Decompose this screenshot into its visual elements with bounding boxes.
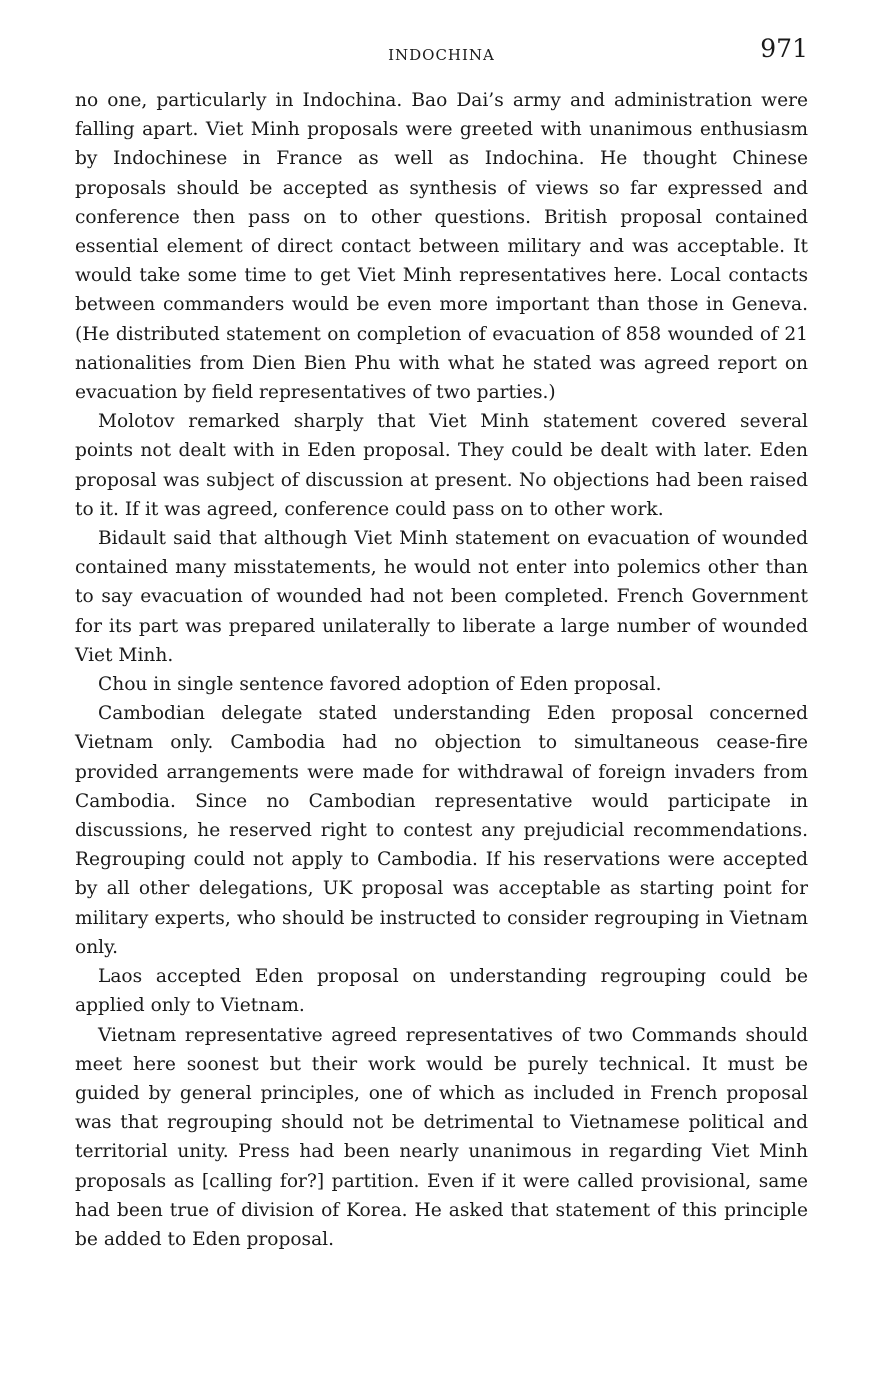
paragraph-molotov: Molotov remarked sharply that Viet Minh statement covered several points not dealt with in Eden proposal. They could be dealt with later. Eden proposal was subject of discussion at present. No objections had been raised to it. If it was agreed, conference could pass on to other work. xyxy=(75,411,808,520)
document-body xyxy=(75,86,808,1254)
page-number: 971 xyxy=(760,34,808,63)
paragraph-bidault: Bidault said that although Viet Minh statement on evacuation of wounded contained many misstatements, he would not enter into polemics other than to say evacuation of wounded had not been completed. French Government for its part was prepared unilaterally to liberate a large number of wounded Viet Minh. xyxy=(75,528,808,666)
running-head xyxy=(75,34,808,74)
running-title: INDOCHINA xyxy=(388,46,495,64)
paragraph-cambodian-delegate: Cambodian delegate stated understanding Eden proposal concerned Vietnam only. Cambodia had no objection to simultaneous cease-fire provided arrangements were made for withdrawal of foreign invaders from Cambodia. Since no Cambodian representative would participate in discussions, he reserved right to contest any prejudicial recommendations. Regrouping could not apply to Cambodia. If his reservations were accepted by all other delegations, UK proposal was acceptable as starting point for military experts, who should be instructed to consider regrouping in Vietnam only. xyxy=(75,703,808,958)
paragraph-vietnam-representative: Vietnam representative agreed representatives of two Commands should meet here soonest but their work would be purely technical. It must be guided by general principles, one of which as included in French proposal was that regrouping should not be detrimental to Vietnamese political and territorial unity. Press had been nearly unanimous in regarding Viet Minh proposals as [calling for?] partition. Even if it were called provisional, same had been true of division of Korea. He asked that statement of this principle be added to Eden proposal. xyxy=(75,1024,808,1250)
paragraph-chou: Chou in single sentence favored adoption of Eden proposal. xyxy=(98,674,662,696)
paragraph-laos: Laos accepted Eden proposal on understanding regrouping could be applied only to Vietnam. xyxy=(75,966,808,1017)
paragraph-continued: no one, particularly in Indochina. Bao Dai’s army and administration were falling apart. Viet Minh proposals were greeted with unanimous enthusiasm by Indochinese in France as well as Indochina. He thought Chinese proposals should be accepted as synthesis of views so far expressed and conference then pass on to other questions. British proposal contained essential element of direct contact between military and was acceptable. It would take some time to get Viet Minh representatives here. Local contacts between commanders would be even more important than those in Geneva. (He distributed statement on completion of evacuation of 858 wounded of 21 nationalities from Dien Bien Phu with what he stated was agreed report on evacuation by field representatives of two parties.) xyxy=(75,90,808,404)
